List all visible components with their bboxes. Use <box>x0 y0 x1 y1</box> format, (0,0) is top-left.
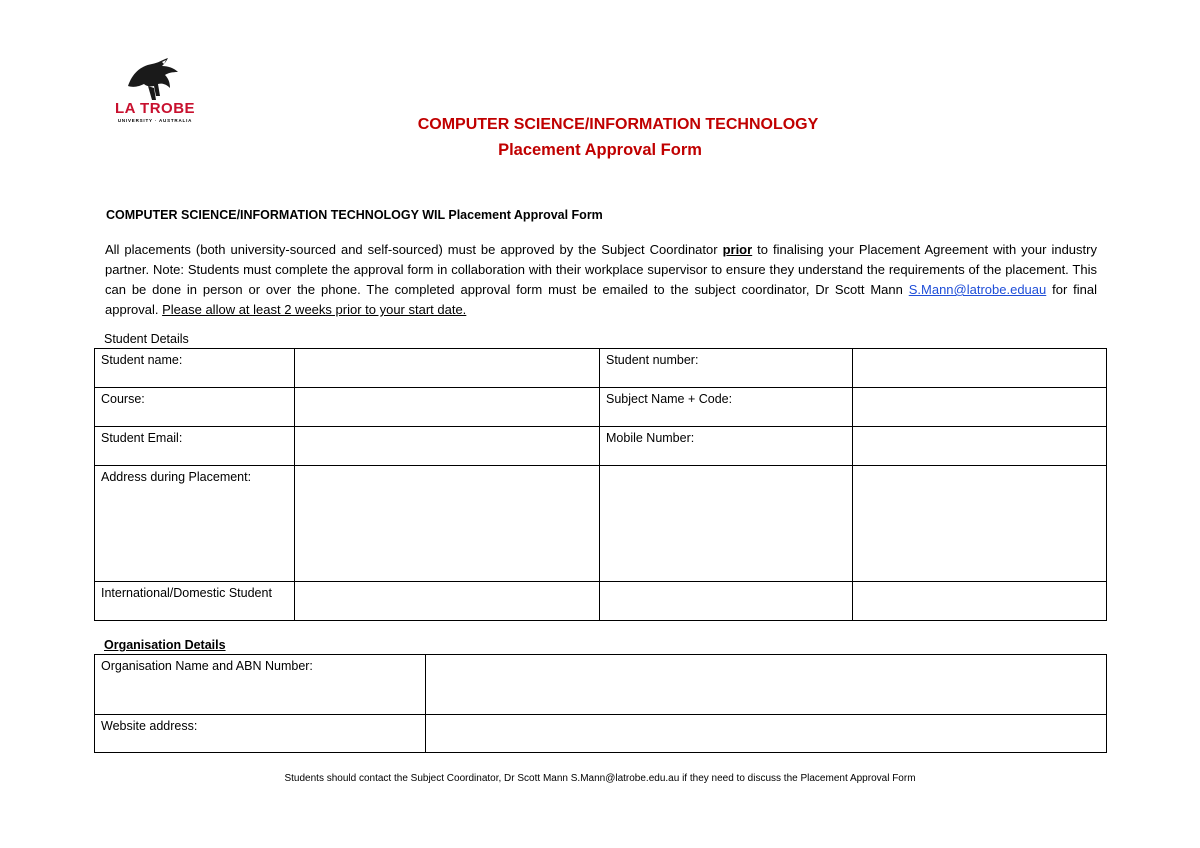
website-address-label: Website address: <box>95 715 426 753</box>
organisation-name-abn-label: Organisation Name and ABN Number: <box>95 655 426 715</box>
mobile-number-label: Mobile Number: <box>600 427 853 466</box>
student-name-field[interactable] <box>295 349 600 388</box>
international-domestic-field[interactable] <box>295 582 600 621</box>
table-row <box>95 582 1107 621</box>
intro-paragraph <box>105 240 1097 320</box>
address-label: Address during Placement: <box>95 466 295 582</box>
address-extra-cell[interactable] <box>600 466 853 582</box>
intro-text-1: All placements (both university-sourced and self-sourced) must be approved by the Subject Coordinator <box>105 242 723 257</box>
footer-note: Students should contact the Subject Coordinator, Dr Scott Mann S.Mann@latrobe.edu.au if they need to discuss the Placement Approval Form <box>284 773 916 784</box>
course-field[interactable] <box>295 388 600 427</box>
logo-subtext: UNIVERSITY · AUSTRALIA <box>117 118 193 123</box>
intro-text-2: to finalising your Placement Agreement with your industry partner. Note: Students must complete the approval form in collaboration with their workplace supervisor to ensure they understand the requirements of the placement. This can be done in person or over the phone. The completed approval form must be emailed to the subject coordinator, Dr Scott Mann <box>105 242 1097 297</box>
student-email-field[interactable] <box>295 427 600 466</box>
international-extra-field[interactable] <box>853 582 1107 621</box>
student-number-field[interactable] <box>853 349 1107 388</box>
subject-name-code-field[interactable] <box>853 388 1107 427</box>
intro-prior: prior <box>722 242 753 257</box>
form-heading: COMPUTER SCIENCE/INFORMATION TECHNOLOGY WIL Placement Approval Form <box>106 208 603 222</box>
table-row <box>95 427 1107 466</box>
page-title: COMPUTER SCIENCE/INFORMATION TECHNOLOGY <box>417 116 819 133</box>
table-row <box>95 655 1107 715</box>
international-domestic-label: International/Domestic Student <box>95 582 295 621</box>
organisation-details-label: Organisation Details <box>104 638 226 652</box>
intro-text-3: for final approval. <box>105 282 1097 317</box>
table-row <box>95 466 1107 582</box>
page-subtitle: Placement Approval Form <box>498 141 702 159</box>
website-address-field[interactable] <box>426 715 1107 753</box>
intro-deadline: Please allow at least 2 weeks prior to your start date. <box>162 302 467 317</box>
course-label: Course: <box>95 388 295 427</box>
eagle-icon <box>122 56 184 102</box>
address-field[interactable] <box>295 466 600 582</box>
mobile-number-field[interactable] <box>853 427 1107 466</box>
student-email-label: Student Email: <box>95 427 295 466</box>
student-name-label: Student name: <box>95 349 295 388</box>
student-number-label: Student number: <box>600 349 853 388</box>
student-details-label: Student Details <box>104 332 189 346</box>
subject-name-code-label: Subject Name + Code: <box>600 388 853 427</box>
international-extra-cell[interactable] <box>600 582 853 621</box>
table-row <box>95 349 1107 388</box>
coordinator-email-link[interactable]: S.Mann@latrobe.eduau <box>908 282 1047 297</box>
organisation-name-abn-field[interactable] <box>426 655 1107 715</box>
address-extra-field[interactable] <box>853 466 1107 582</box>
table-row <box>95 715 1107 753</box>
table-row <box>95 388 1107 427</box>
logo-wordmark: LA TROBE <box>114 100 196 117</box>
organisation-details-table <box>94 654 1107 753</box>
student-details-table <box>94 348 1107 621</box>
